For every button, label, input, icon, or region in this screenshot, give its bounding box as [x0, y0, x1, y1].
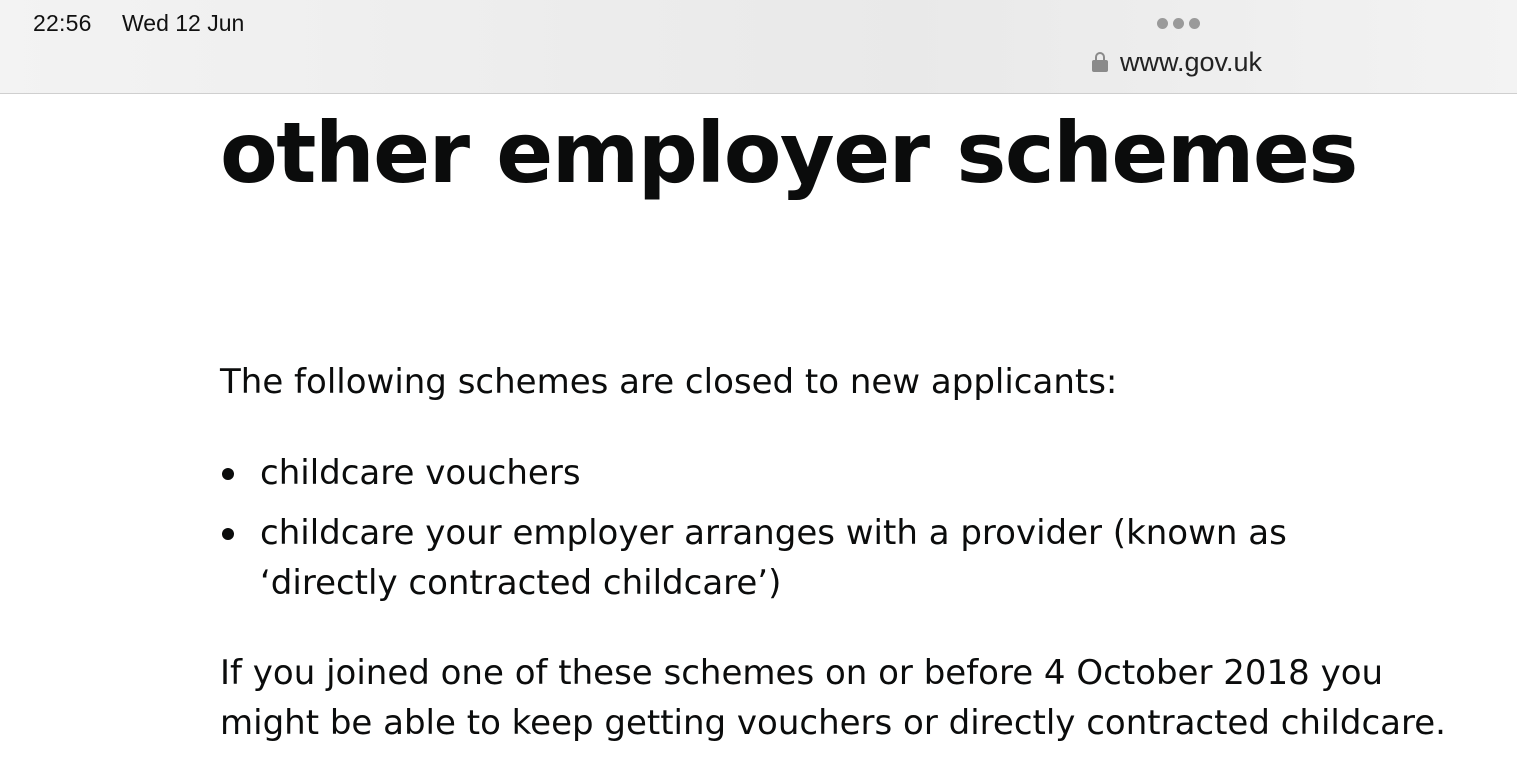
eligibility-note: If you joined one of these schemes on or before 4 October 2018 you might be able to keep getting vouchers or directly contracted childcare. — [220, 653, 1446, 743]
more-dots-icon[interactable] — [1157, 18, 1200, 29]
list-item-text: childcare vouchers — [260, 453, 581, 493]
status-date: Wed 12 Jun — [122, 10, 245, 36]
closed-schemes-list — [220, 448, 1400, 618]
page-title: other employer schemes — [220, 104, 1357, 202]
intro-paragraph: The following schemes are closed to new applicants: — [220, 362, 1118, 402]
lock-icon — [1092, 52, 1108, 72]
address-bar[interactable] — [1092, 44, 1262, 80]
list-item — [220, 508, 1400, 608]
list-item — [220, 448, 1400, 498]
list-item-text: childcare your employer arranges with a provider (known as ‘directly contracted childcare’) — [260, 513, 1287, 603]
url-text: www.gov.uk — [1120, 46, 1263, 77]
browser-top-bar — [0, 0, 1517, 94]
bullet-icon — [222, 528, 234, 540]
bullet-icon — [222, 468, 234, 480]
status-time: 22:56 — [33, 10, 92, 36]
